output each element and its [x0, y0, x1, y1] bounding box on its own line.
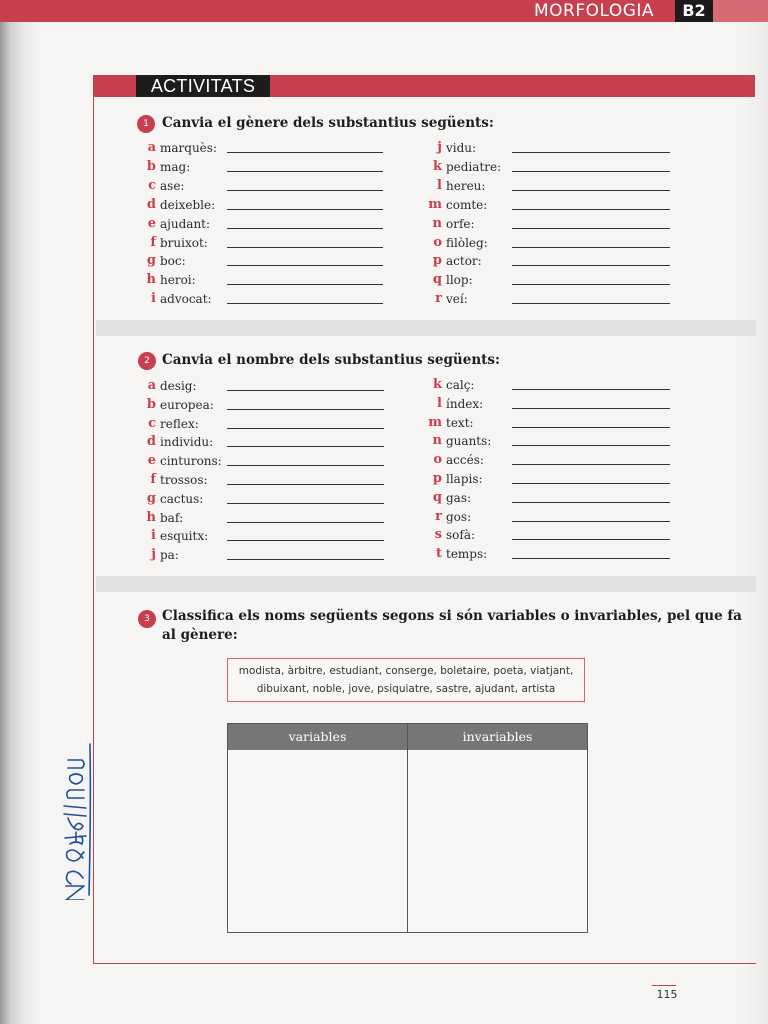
question-2-text: Canvia el nombre dels substantius següents: [162, 352, 500, 368]
section-separator [96, 576, 756, 592]
exercise-item [142, 527, 384, 545]
item-word: baf: [160, 510, 184, 525]
answer-line[interactable] [227, 503, 384, 504]
exercise-item [428, 376, 670, 394]
item-word: text: [446, 415, 474, 430]
item-word: boc: [160, 254, 186, 269]
answer-line[interactable] [512, 427, 670, 428]
exercise-item [142, 139, 383, 157]
page-number-rule [652, 985, 676, 986]
item-letter: j [437, 140, 442, 155]
answer-line[interactable] [227, 390, 384, 391]
item-word: comte: [446, 197, 488, 212]
item-word: accés: [446, 453, 484, 468]
answer-line[interactable] [227, 428, 384, 429]
exercise-item [428, 177, 670, 195]
item-word: mag: [160, 159, 191, 174]
item-letter: g [146, 490, 156, 506]
answer-line[interactable] [512, 483, 670, 484]
item-word: llapis: [446, 472, 483, 486]
item-word: índex: [446, 396, 484, 411]
exercise-item [428, 508, 670, 526]
item-letter: e [147, 215, 156, 231]
item-letter: k [432, 158, 442, 174]
answer-line[interactable] [512, 265, 670, 266]
item-letter: i [151, 291, 156, 307]
item-letter: j [151, 547, 156, 563]
item-letter: f [150, 234, 156, 250]
item-letter: b [146, 158, 156, 174]
exercise-item [428, 414, 670, 432]
answer-line[interactable] [512, 171, 670, 172]
exercise-item [428, 215, 670, 233]
header-tab-edge [713, 0, 768, 22]
exercise-item [142, 490, 384, 508]
answer-line[interactable] [512, 502, 670, 503]
word-bank-line2: dibuixant, noble, jove, psiquiatre, sastre, ajudant, artista [256, 683, 556, 695]
item-word: deixeble: [160, 197, 216, 212]
item-word: bruixot: [160, 235, 208, 250]
question-3-number: 3 [138, 610, 156, 628]
item-word: cinturons: [160, 454, 222, 469]
answer-line[interactable] [512, 284, 670, 285]
item-word: veí: [446, 292, 468, 307]
item-letter: g [146, 253, 156, 269]
answer-line[interactable] [512, 303, 670, 304]
answer-line[interactable] [227, 446, 384, 447]
exercise-item [428, 271, 670, 289]
answer-line[interactable] [227, 522, 384, 523]
exercise-item [428, 139, 670, 157]
classification-table [227, 723, 588, 933]
item-word: temps: [446, 547, 488, 562]
item-word: guants: [446, 434, 492, 449]
answer-line[interactable] [512, 209, 670, 210]
item-letter: l [437, 395, 442, 411]
item-letter: a [147, 140, 156, 155]
item-letter: n [432, 215, 442, 231]
question-3-text-line2: al gènere: [162, 627, 238, 643]
column-header-invariables: invariables [408, 724, 587, 750]
answer-line[interactable] [512, 152, 670, 153]
item-letter: q [432, 272, 442, 288]
item-word: gas: [446, 490, 472, 505]
answer-line[interactable] [227, 559, 384, 560]
answer-line[interactable] [512, 247, 670, 248]
item-letter: r [435, 508, 442, 524]
exercise-item [142, 396, 384, 414]
item-word: marquès: [160, 141, 217, 155]
item-word: sofà: [446, 528, 476, 543]
section-separator [96, 320, 756, 336]
header-bar [0, 0, 768, 22]
item-word: advocat: [160, 292, 212, 307]
exercise-item [142, 452, 384, 470]
item-letter: h [146, 272, 156, 288]
unit-code: B2 [675, 0, 713, 22]
answer-line[interactable] [227, 409, 384, 410]
item-letter: o [433, 234, 442, 250]
column-header-variables: variables [228, 724, 407, 750]
exercise-item [142, 415, 384, 433]
item-word: cactus: [160, 491, 204, 506]
answer-line[interactable] [512, 558, 670, 559]
answer-line[interactable] [512, 228, 670, 229]
item-letter: s [434, 527, 442, 543]
answer-line[interactable] [227, 303, 383, 304]
exercise-item [428, 290, 670, 308]
item-word: vidu: [446, 141, 477, 155]
item-letter: t [435, 546, 442, 562]
word-bank-line1: modista, àrbitre, estudiant, conserge, boletaire, poeta, viatjant, [238, 665, 574, 677]
exercise-item [428, 470, 670, 488]
answer-line[interactable] [512, 408, 670, 409]
answer-line[interactable] [227, 228, 383, 229]
exercise-item [428, 395, 670, 413]
answer-line[interactable] [227, 265, 383, 266]
item-word: hereu: [446, 178, 486, 193]
item-letter: d [146, 434, 156, 450]
activities-label: ACTIVITATS [136, 75, 270, 97]
item-word: heroi: [160, 273, 196, 288]
item-letter: c [148, 415, 156, 431]
item-word: reflex: [160, 416, 199, 431]
answer-line[interactable] [227, 540, 384, 541]
item-letter: p [432, 253, 442, 269]
item-letter: c [148, 177, 156, 193]
answer-line[interactable] [227, 171, 383, 172]
item-word: ajudant: [160, 216, 211, 231]
exercise-item [142, 158, 383, 176]
exercise-item [142, 196, 383, 214]
exercise-item [428, 489, 670, 507]
item-letter: n [432, 433, 442, 449]
exercise-item [428, 158, 670, 176]
exercise-item [142, 252, 383, 270]
item-word: actor: [446, 254, 482, 269]
item-word: individu: [160, 435, 214, 450]
item-word: pa: [160, 548, 179, 563]
item-letter: l [437, 177, 442, 193]
answer-line[interactable] [512, 521, 670, 522]
item-letter: p [432, 471, 442, 486]
answer-line[interactable] [227, 465, 384, 466]
item-letter: d [146, 196, 156, 212]
exercise-item [142, 234, 383, 252]
answer-line[interactable] [512, 190, 670, 191]
item-word: europea: [160, 397, 214, 412]
item-letter: f [150, 472, 156, 487]
exercise-item [142, 433, 384, 451]
item-word: esquitx: [160, 529, 209, 544]
exercise-item [142, 177, 383, 195]
item-letter: b [146, 396, 156, 412]
answer-line[interactable] [512, 539, 670, 540]
word-bank [227, 658, 585, 702]
exercise-item [428, 451, 670, 469]
exercise-item [142, 290, 383, 308]
item-word: orfe: [446, 216, 475, 231]
item-letter: r [435, 291, 442, 307]
item-letter: a [147, 378, 156, 393]
item-letter: k [432, 377, 442, 392]
exercise-item [142, 509, 384, 527]
table-divider [407, 724, 408, 932]
answer-line[interactable] [512, 464, 670, 465]
item-word: ase: [160, 178, 185, 193]
answer-line[interactable] [227, 484, 384, 485]
exercise-item [428, 545, 670, 563]
exercise-item [428, 252, 670, 270]
exercise-item [142, 471, 384, 489]
item-word: llop: [446, 273, 473, 288]
item-letter: q [432, 489, 442, 505]
item-word: gos: [446, 509, 472, 524]
question-1-text: Canvia el gènere dels substantius següents: [162, 115, 494, 131]
answer-line[interactable] [512, 445, 670, 446]
exercise-item [142, 215, 383, 233]
item-word: pediatre: [446, 159, 502, 174]
item-letter: m [428, 196, 442, 212]
item-letter: e [147, 453, 156, 469]
exercise-item [142, 377, 384, 395]
question-2-number: 2 [138, 352, 156, 370]
handwritten-signature [56, 740, 96, 900]
exercise-item [142, 271, 383, 289]
page-number: 115 [656, 988, 678, 1001]
question-1-number: 1 [137, 115, 155, 133]
exercise-item [428, 196, 670, 214]
item-letter: o [433, 452, 442, 468]
item-letter: h [146, 509, 156, 525]
answer-line[interactable] [512, 389, 670, 390]
exercise-item [428, 432, 670, 450]
item-word: desig: [160, 379, 197, 393]
item-word: trossos: [160, 473, 208, 487]
item-word: calç: [446, 378, 475, 392]
answer-line[interactable] [227, 284, 383, 285]
answer-line[interactable] [227, 190, 383, 191]
item-letter: i [151, 528, 156, 544]
answer-line[interactable] [227, 209, 383, 210]
answer-line[interactable] [227, 152, 383, 153]
question-3-text-line1: Classifica els noms següents segons si són variables o invariables, pel que fa [162, 608, 742, 624]
section-title: MORFOLOGIA [516, 0, 672, 22]
answer-line[interactable] [227, 247, 383, 248]
exercise-item [428, 234, 670, 252]
item-word: filòleg: [446, 235, 488, 250]
item-letter: m [428, 414, 442, 430]
exercise-item [428, 526, 670, 544]
exercise-item [142, 546, 384, 564]
